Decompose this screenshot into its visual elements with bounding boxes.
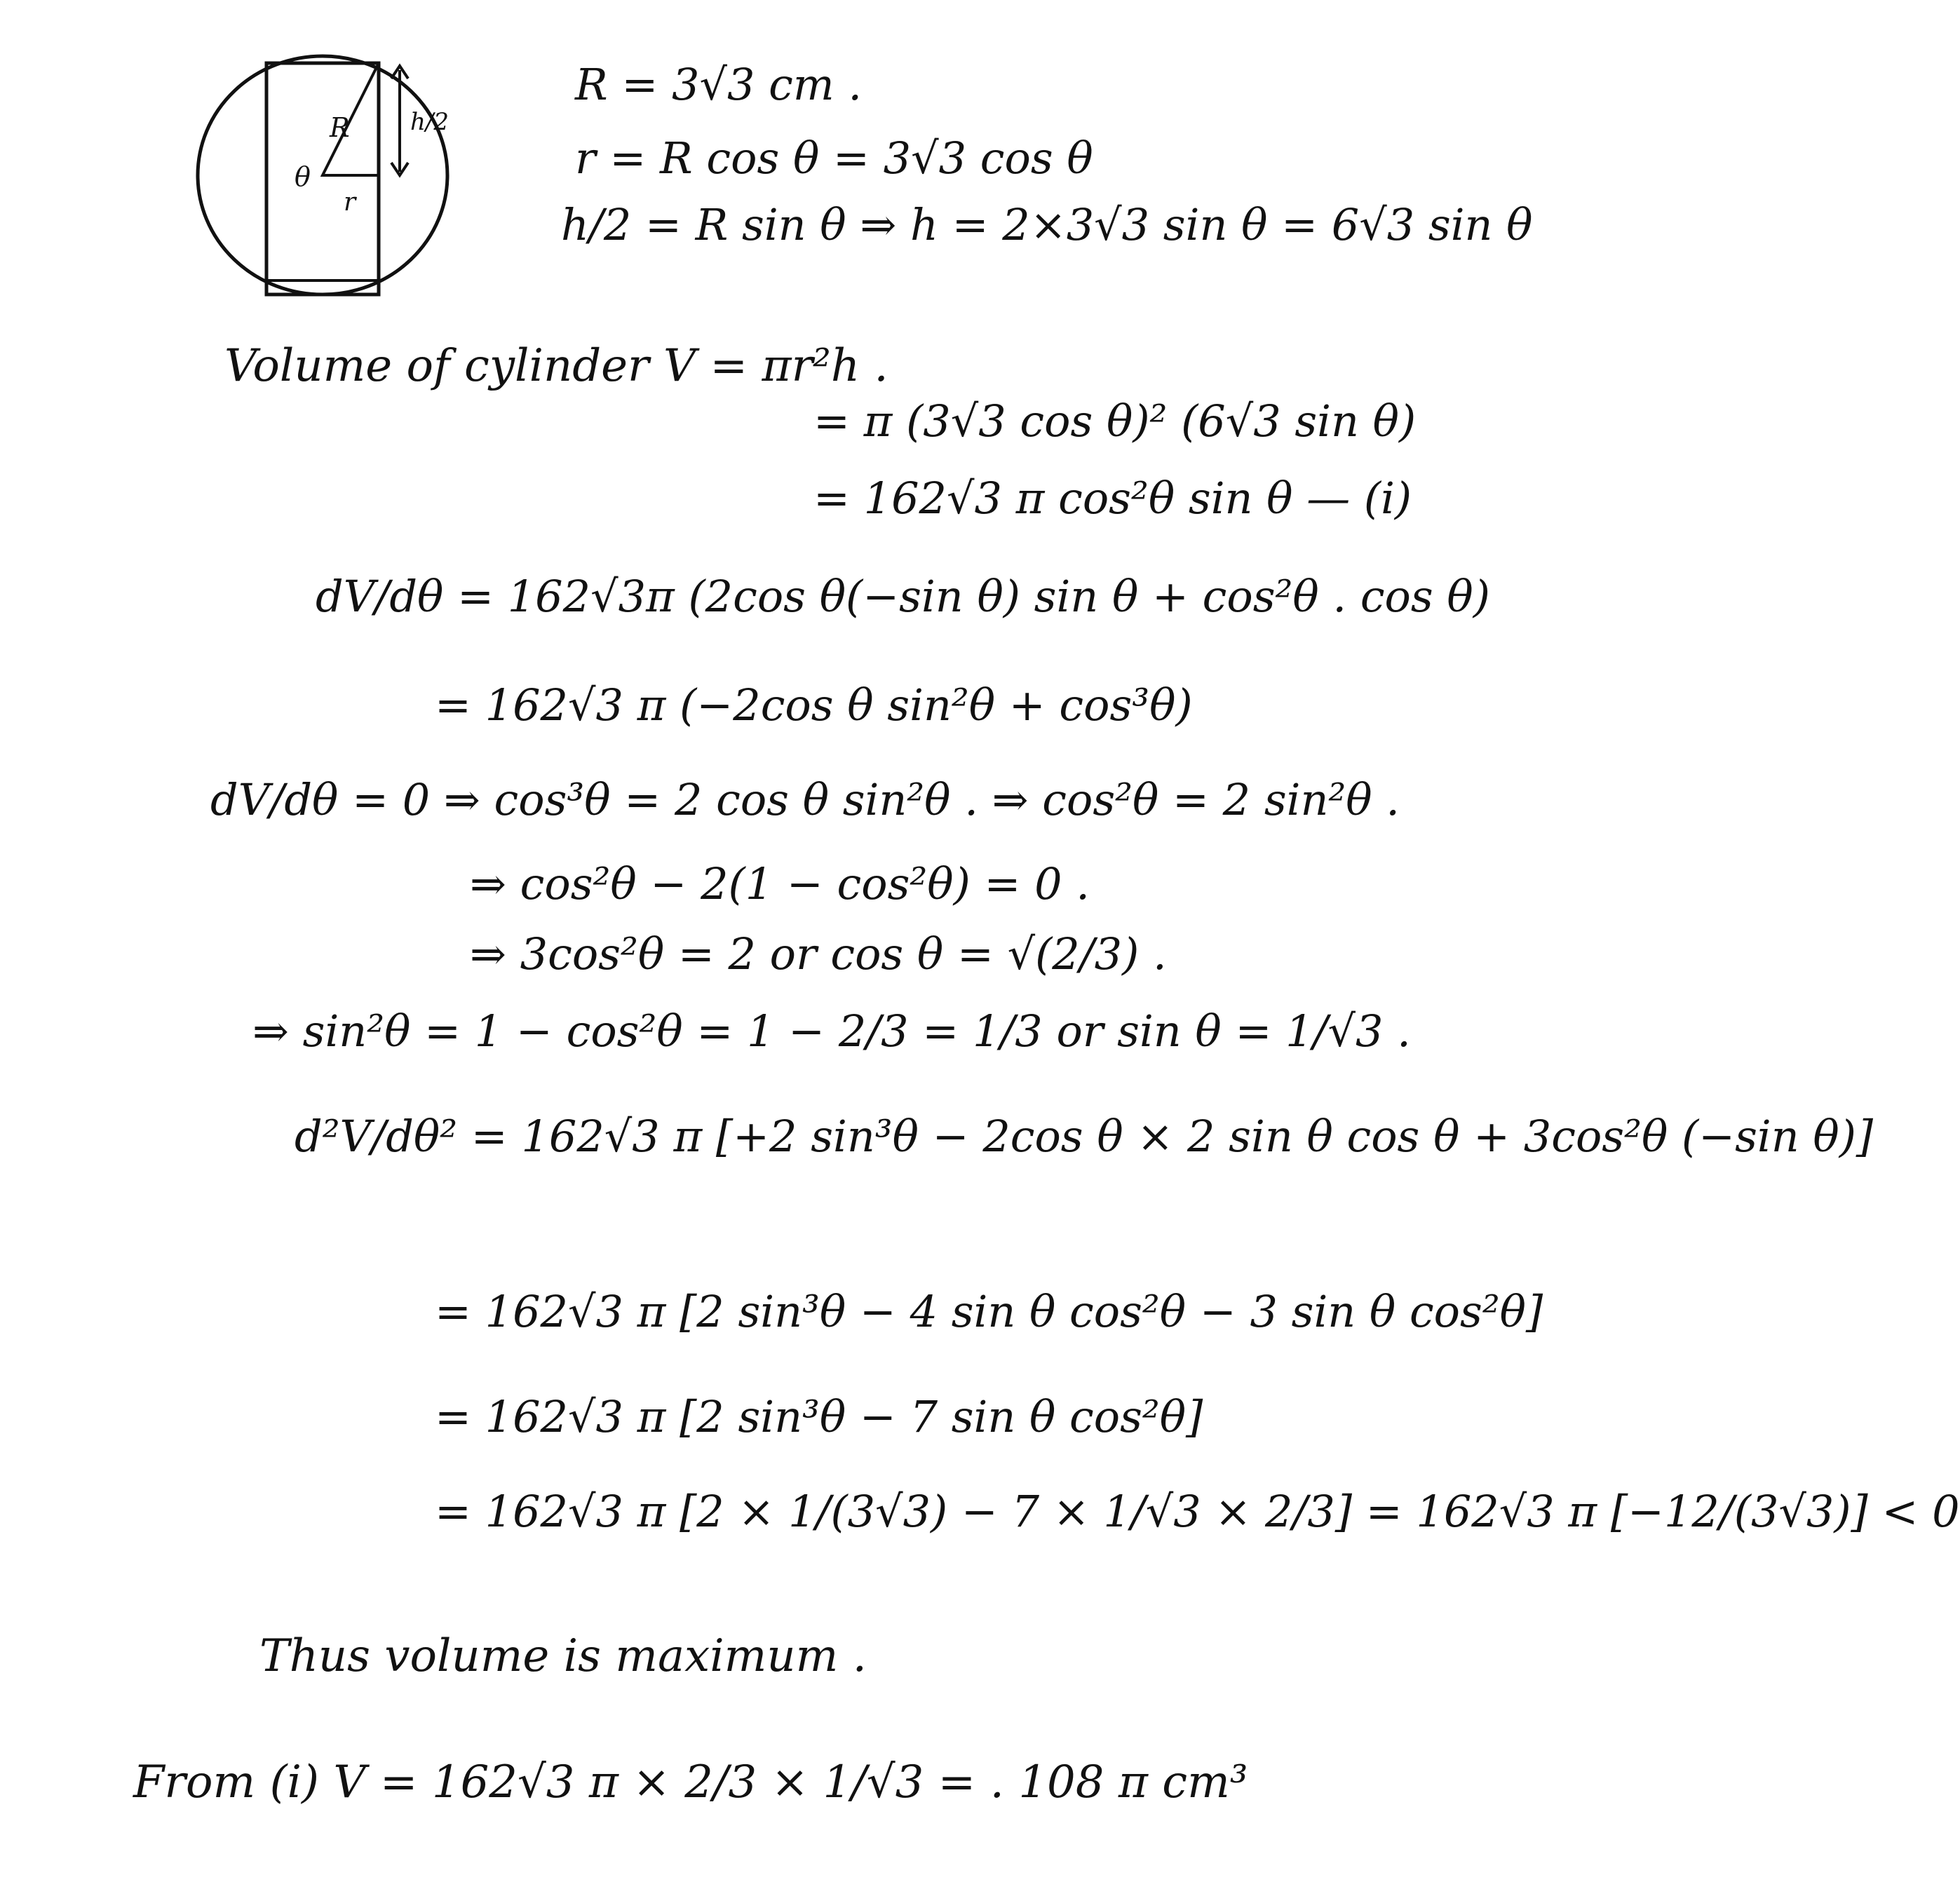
critical-step-1: ⇒ cos²θ − 2(1 − cos²θ) = 0 .	[470, 858, 1090, 909]
sphere-cylinder-diagram	[189, 42, 456, 309]
R-label: R	[330, 112, 350, 143]
first-derivative: dV/dθ = 162√3π (2cos θ(−sin θ) sin θ + cos²θ . cos θ)	[316, 571, 1490, 622]
volume-simplified: = 162√3 π cos²θ sin θ — (i)	[813, 473, 1412, 524]
maximum-conclusion: Thus volume is maximum .	[259, 1630, 867, 1682]
volume-substitution: = π (3√3 cos θ)² (6√3 sin θ)	[813, 395, 1417, 447]
r-label: r	[344, 188, 356, 217]
theta-label: θ	[295, 161, 311, 192]
radius-given: R = 3√3 cm .	[575, 59, 863, 110]
first-derivative-simplified: = 162√3 π (−2cos θ sin²θ + cos³θ)	[435, 679, 1193, 731]
h-half-label: h/2	[410, 108, 449, 136]
second-derivative-step-2: = 162√3 π [2 sin³θ − 7 sin θ cos²θ]	[435, 1391, 1203, 1442]
final-volume: From (i) V = 162√3 π × 2/3 × 1/√3 = . 108 π cm³	[133, 1756, 1248, 1808]
critical-condition: dV/dθ = 0 ⇒ cos³θ = 2 cos θ sin²θ . ⇒ cos²θ = 2 sin²θ .	[210, 774, 1400, 825]
second-derivative-evaluated: = 162√3 π [2 × 1/(3√3) − 7 × 1/√3 × 2/3] = 162√3 π [−12/(3√3)] < 0	[435, 1486, 1960, 1537]
r-definition: r = R cos θ = 3√3 cos θ	[575, 133, 1093, 184]
critical-step-2: ⇒ 3cos²θ = 2 or cos θ = √(2/3) .	[470, 928, 1167, 980]
volume-formula: Volume of cylinder V = πr²h .	[224, 340, 888, 392]
critical-step-3: ⇒ sin²θ = 1 − cos²θ = 1 − 2/3 = 1/3 or sin θ = 1/√3 .	[252, 1005, 1411, 1057]
second-derivative-step-1: = 162√3 π [2 sin³θ − 4 sin θ cos²θ − 3 sin θ cos²θ]	[435, 1286, 1543, 1337]
h-definition: h/2 = R sin θ ⇒ h = 2×3√3 sin θ = 6√3 sin θ	[561, 199, 1533, 250]
second-derivative: d²V/dθ² = 162√3 π [+2 sin³θ − 2cos θ × 2 sin θ cos θ + 3cos²θ (−sin θ)]	[295, 1111, 1874, 1162]
